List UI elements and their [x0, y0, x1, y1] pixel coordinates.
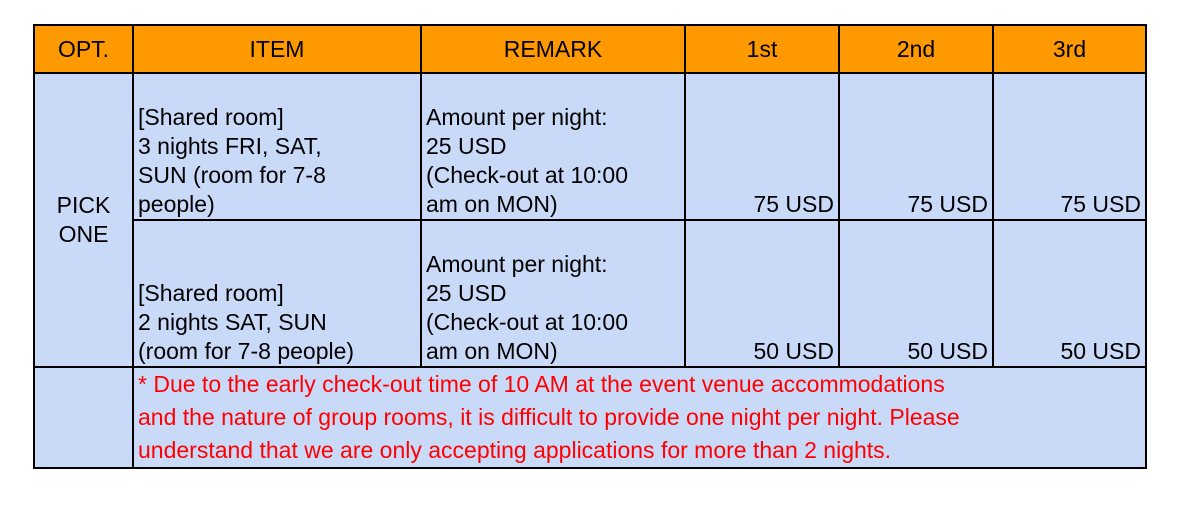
header-remark: REMARK — [421, 25, 685, 73]
remark-text: Amount per night: — [426, 104, 608, 130]
price-2nd: 50 USD — [839, 220, 993, 367]
header-opt: OPT. — [34, 25, 133, 73]
note-text: * Due to the early check-out time of 10 AM at the event venue accommodations — [138, 371, 945, 397]
header-row — [34, 25, 1146, 73]
remark-text: am on MON) — [426, 338, 558, 364]
remark-cell — [421, 220, 685, 367]
pricing-table — [33, 24, 1147, 469]
empty-opt-cell — [34, 367, 133, 468]
item-text: [Shared room] — [138, 280, 284, 306]
note-text: understand that we are only accepting applications for more than 2 nights. — [138, 437, 892, 463]
item-text: people) — [138, 191, 215, 217]
price-3rd: 50 USD — [993, 220, 1146, 367]
remark-text: am on MON) — [426, 191, 558, 217]
table-row — [34, 220, 1146, 367]
header-2nd: 2nd — [839, 25, 993, 73]
remark-text: (Check-out at 10:00 — [426, 162, 629, 188]
remark-text: (Check-out at 10:00 — [426, 309, 629, 335]
item-text: SUN (room for 7-8 — [138, 162, 326, 188]
item-cell — [133, 220, 421, 367]
item-cell — [133, 73, 421, 220]
note-cell — [133, 367, 1146, 468]
item-text: [Shared room] — [138, 104, 284, 130]
header-item: ITEM — [133, 25, 421, 73]
pick-one-label: ONE — [58, 221, 109, 247]
item-text: 2 nights SAT, SUN — [138, 309, 327, 335]
note-row — [34, 367, 1146, 468]
item-text: (room for 7-8 people) — [138, 338, 355, 364]
price-3rd: 75 USD — [993, 73, 1146, 220]
remark-cell — [421, 73, 685, 220]
table-row — [34, 73, 1146, 220]
price-2nd: 75 USD — [839, 73, 993, 220]
remark-text: Amount per night: — [426, 251, 608, 277]
header-1st: 1st — [685, 25, 839, 73]
pick-one-label: PICK — [56, 192, 111, 218]
price-1st: 75 USD — [685, 73, 839, 220]
remark-text: 25 USD — [426, 133, 507, 159]
price-1st: 50 USD — [685, 220, 839, 367]
header-3rd: 3rd — [993, 25, 1146, 73]
pick-one-cell — [34, 73, 133, 367]
remark-text: 25 USD — [426, 280, 507, 306]
item-text: 3 nights FRI, SAT, — [138, 133, 322, 159]
note-text: and the nature of group rooms, it is difficult to provide one night per night. Please — [138, 404, 960, 430]
